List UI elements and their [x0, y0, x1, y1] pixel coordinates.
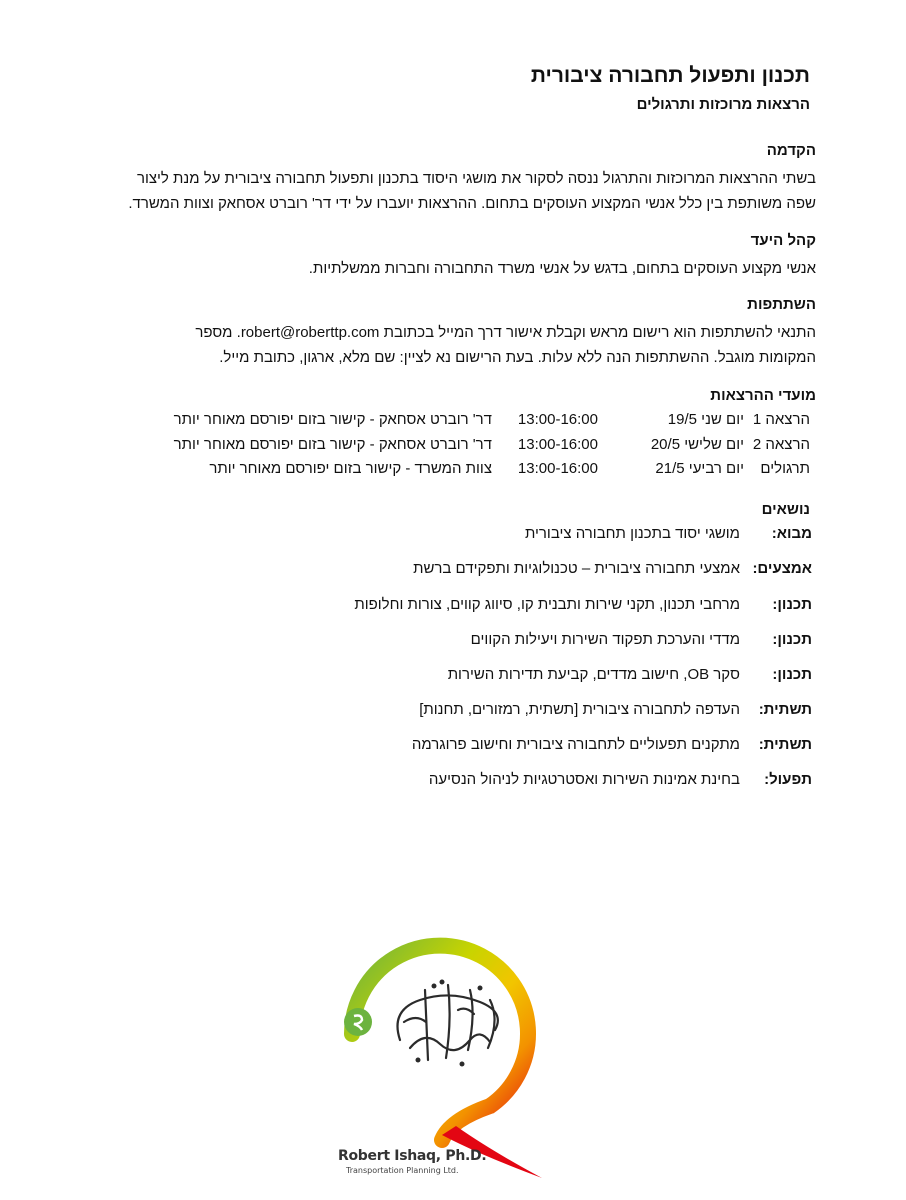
schedule-desc: צוות המשרד - קישור בזום יפורסם מאוחר יותר	[209, 460, 492, 477]
intro-line-2: שפה משותפת בין כלל אנשי המקצוע העוסקים בתחום. ההרצאות יועברו על ידי דר' רוברט אסחאק וצוות המשרד.	[128, 195, 816, 212]
participation-line-2: המקומות מוגבל. ההשתתפות הנה ללא עלות. בעת הרישום נא לציין: שם מלא, ארגון, כתובת מייל.	[219, 349, 816, 366]
schedule-name: תרגולים	[760, 460, 810, 477]
topic-label: תפעול:	[764, 771, 812, 788]
logo-dot	[344, 1008, 372, 1036]
topic-label: אמצעים:	[752, 560, 812, 577]
schedule-row	[90, 408, 810, 432]
topic-label: מבוא:	[771, 525, 812, 542]
topic-text: מושגי יסוד בתכנון תחבורה ציבורית	[524, 525, 740, 542]
schedule-time: 13:00-16:00	[517, 436, 598, 453]
topic-row	[272, 663, 812, 687]
topic-row	[272, 593, 812, 617]
topic-label: תכנון:	[772, 596, 812, 613]
schedule-desc: דר' רוברט אסחאק - קישור בזום יפורסם מאוחר יותר	[173, 411, 492, 428]
topic-text: סקר OB, חישוב מדדים, קביעת תדירות השירות	[447, 666, 740, 683]
schedule-row	[90, 457, 810, 481]
schedule-name: הרצאה 2	[752, 436, 810, 453]
topic-text: העדפה לתחבורה ציבורית [תשתית, רמזורים, תחנות]	[419, 701, 740, 718]
topic-text: מדדי והערכת תפקוד השירות ויעילות הקווים	[470, 631, 740, 648]
topic-row	[272, 557, 812, 581]
audience-section	[56, 230, 816, 281]
topic-row	[272, 522, 812, 546]
topic-row	[272, 733, 812, 757]
participation-line-1: התנאי להשתתפות הוא רישום מראש וקבלת אישור דרך המייל בכתובת robert@roberttp.com. מספר	[195, 324, 816, 341]
topic-label: תשתית:	[758, 736, 812, 753]
topic-row	[272, 628, 812, 652]
company-logo-icon	[330, 930, 560, 1180]
topic-row	[272, 768, 812, 792]
schedule-day: יום שלישי 20/5	[650, 436, 744, 453]
topic-label: תשתית:	[758, 701, 812, 718]
intro-heading: הקדמה	[766, 142, 816, 159]
participation-heading: השתתפות	[747, 296, 816, 313]
intro-line-1: בשתי ההרצאות המרוכזות והתרגול ננסה לסקור את מושגי היסוד בתכנון ותפעול תחבורה ציבורית על מנת ליצור	[136, 170, 816, 187]
schedule-desc: דר' רוברט אסחאק - קישור בזום יפורסם מאוחר יותר	[173, 436, 492, 453]
schedule-time: 13:00-16:00	[517, 460, 598, 477]
topic-row	[272, 698, 812, 722]
topics-heading: נושאים	[761, 501, 810, 518]
topic-text: מתקנים תפעוליים לתחבורה ציבורית וחישוב פרוגרמה	[411, 736, 740, 753]
schedule-row	[90, 433, 810, 457]
topic-label: תכנון:	[772, 631, 812, 648]
logo-calligraphy	[398, 985, 498, 1060]
audience-text: אנשי מקצוע העוסקים בתחום, בדגש על אנשי משרד התחבורה וחברות ממשלתיות.	[308, 260, 816, 277]
document-title: תכנון ותפעול תחבורה ציבורית	[530, 64, 810, 87]
topic-text: מרחבי תכנון, תקני שירות ותבנית קו, סיווג קווים, צורות וחלופות	[354, 596, 740, 613]
schedule-day: יום שני 19/5	[667, 411, 744, 428]
logo-name: Robert Ishaq, Ph.D.	[338, 1148, 487, 1164]
schedule-heading: מועדי ההרצאות	[710, 387, 816, 404]
intro-section	[56, 140, 816, 216]
schedule-time: 13:00-16:00	[517, 411, 598, 428]
logo-company: Transportation Planning Ltd.	[346, 1166, 459, 1175]
participation-section	[56, 294, 816, 370]
topic-label: תכנון:	[772, 666, 812, 683]
document-subtitle: הרצאות מרוכזות ותרגולים	[636, 96, 810, 113]
topic-text: בחינת אמינות השירות ואסטרטגיות לניהול הנסיעה	[428, 771, 740, 788]
audience-heading: קהל היעד	[750, 232, 816, 249]
schedule-day: יום רביעי 21/5	[655, 460, 744, 477]
topic-text: אמצעי תחבורה ציבורית – טכנולוגיות ותפקידם ברשת	[413, 560, 740, 577]
schedule-name: הרצאה 1	[752, 411, 810, 428]
